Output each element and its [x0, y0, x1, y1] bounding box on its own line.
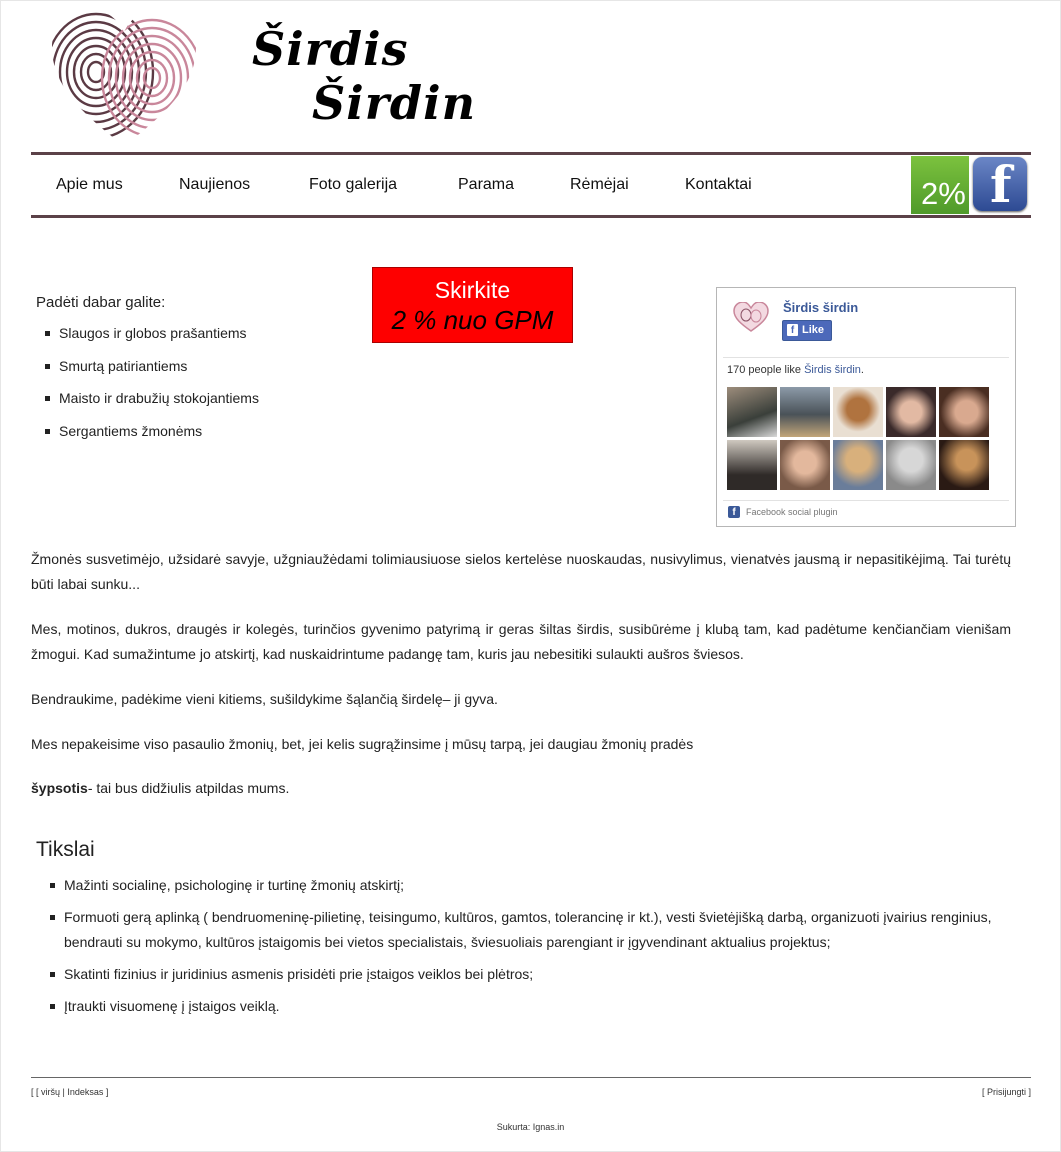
like-button[interactable] — [782, 320, 832, 341]
fan-avatar[interactable] — [833, 440, 883, 490]
fan-avatar[interactable] — [833, 387, 883, 437]
facebook-icon[interactable] — [973, 155, 1027, 214]
help-item: Sergantiems žmonėms — [45, 423, 259, 456]
facebook-page-widget — [716, 287, 1016, 527]
login-bracket-close: ] — [1025, 1087, 1031, 1097]
fan-avatar[interactable] — [886, 387, 936, 437]
facebook-small-icon: f — [787, 324, 798, 336]
help-list — [45, 325, 259, 455]
nav-item-parama[interactable]: Parama — [458, 176, 515, 193]
nav-item-naujienos[interactable]: Naujienos — [179, 176, 251, 193]
fan-avatar[interactable] — [727, 387, 777, 437]
login-link[interactable]: Prisijungti — [986, 1087, 1026, 1097]
two-percent-label: 2% — [921, 176, 966, 211]
help-title: Padėti dabar galite: — [36, 294, 166, 311]
site-title-line2[interactable]: Širdin — [312, 76, 477, 130]
smile-word: šypsotis — [31, 780, 88, 796]
widget-page-name[interactable]: Širdis širdin — [783, 300, 859, 315]
divider — [723, 357, 1009, 358]
index-link[interactable]: Indeksas — [67, 1087, 104, 1097]
footer-bracket-close: ] — [103, 1087, 109, 1097]
fan-avatar[interactable] — [886, 440, 936, 490]
footer-divider — [31, 1077, 1031, 1078]
widget-footer[interactable]: Facebook social plugin — [746, 507, 838, 517]
facebook-small-icon: f — [728, 506, 740, 518]
footer-separator: | — [60, 1087, 68, 1097]
gpm-banner-line2: 2 % nuo GPM — [391, 305, 554, 335]
goal-item: Mažinti socialinę, psichologinę ir turtinę žmonių atskirtį; — [50, 873, 1010, 898]
content-paragraph: Žmonės susvetimėjo, užsidarė savyje, užgniaužėdami tolimiausiuose sielos kertelėse nuoskaudas, nusivylimus, vienatvės jausmą ir nepasitikėjimą. Tai turėtų būti labai sunku... — [31, 551, 1011, 592]
footer-links — [31, 1087, 108, 1097]
content-paragraph: Mes nepakeisime viso pasaulio žmonių, bet, jei kelis sugrąžinsime į mūsų tarpą, jei daugiau žmonių pradės — [31, 736, 694, 752]
goal-item: Skatinti fizinius ir juridinius asmenis prisidėti prie įstaigos veiklos bei plėtros; — [50, 962, 1010, 987]
likes-page-link[interactable]: Širdis širdin — [804, 364, 861, 376]
goals-list — [50, 873, 1010, 1026]
paragraph-text: - tai bus didžiulis atpildas mums. — [87, 780, 290, 796]
nav-item-kontaktai[interactable]: Kontaktai — [685, 176, 752, 193]
help-item: Smurtą patiriantiems — [45, 358, 259, 391]
goals-heading: Tikslai — [36, 838, 95, 861]
two-percent-badge[interactable] — [911, 156, 969, 214]
fan-avatar[interactable] — [780, 387, 830, 437]
credit-text[interactable]: Sukurta: Ignas.in — [496, 1122, 565, 1132]
divider — [723, 500, 1009, 501]
likes-count — [727, 364, 864, 376]
goal-item: Įtraukti visuomenę į įstaigos veiklą. — [50, 994, 1010, 1019]
main-nav — [31, 152, 1031, 218]
gpm-banner[interactable] — [372, 267, 573, 343]
content-paragraph: Mes, motinos, dukros, draugės ir kolegės, turinčios gyvenimo patyrimą ir geras šiltas širdis, susibūrėme į klubą tam, kad padėtume kenčiančiam vienišam žmogui. Kad sumažintume jo atskirtį, kad nuskaidrintume padangę tam, kuris jau nebesitiki sulaukti aušros šviesos. — [31, 621, 1011, 662]
nav-item-foto-galerija[interactable]: Foto galerija — [309, 176, 398, 193]
gpm-banner-line1: Skirkite — [434, 277, 511, 303]
footer-login — [982, 1087, 1031, 1097]
goal-item: Formuoti gerą aplinką ( bendruomeninę-pilietinę, teisingumo, kultūros, gamtos, tolerancinę ir kt.), vesti švietėjišką darbą, organizuoti įvairius renginius, bendrauti su mokymo, kultūros įstaigomis bei vietos specialistais, šviesuoliais parengiant ir įgyvendinant aktualius projektus; — [50, 905, 1010, 955]
nav-item-remejai[interactable]: Rėmėjai — [570, 176, 629, 193]
fan-avatar[interactable] — [780, 440, 830, 490]
fan-avatar[interactable] — [727, 440, 777, 490]
help-item: Slaugos ir globos prašantiems — [45, 325, 259, 358]
fan-avatar[interactable] — [939, 440, 989, 490]
back-to-top-link[interactable]: [ viršų — [36, 1087, 61, 1097]
site-title-line1[interactable]: Širdis — [252, 22, 409, 76]
content-paragraph — [31, 776, 1011, 801]
facebook-letter: f — [990, 155, 1012, 214]
nav-item-apie-mus[interactable]: Apie mus — [56, 176, 123, 193]
likes-count-suffix: . — [860, 364, 864, 376]
like-label: Like — [802, 324, 825, 336]
likes-count-prefix: 170 people like — [727, 364, 805, 376]
content-paragraph: Bendraukime, padėkime vieni kitiems, sušildykime šąlančią širdelę– ji gyva. — [31, 691, 498, 707]
help-item: Maisto ir drabužių stokojantiems — [45, 390, 259, 423]
login-bracket-open: [ — [981, 1087, 987, 1097]
footer-bracket-open: [ — [31, 1087, 37, 1097]
page-avatar[interactable] — [733, 302, 769, 332]
fingerprint-heart-icon[interactable] — [48, 8, 200, 150]
fan-avatar[interactable] — [939, 387, 989, 437]
